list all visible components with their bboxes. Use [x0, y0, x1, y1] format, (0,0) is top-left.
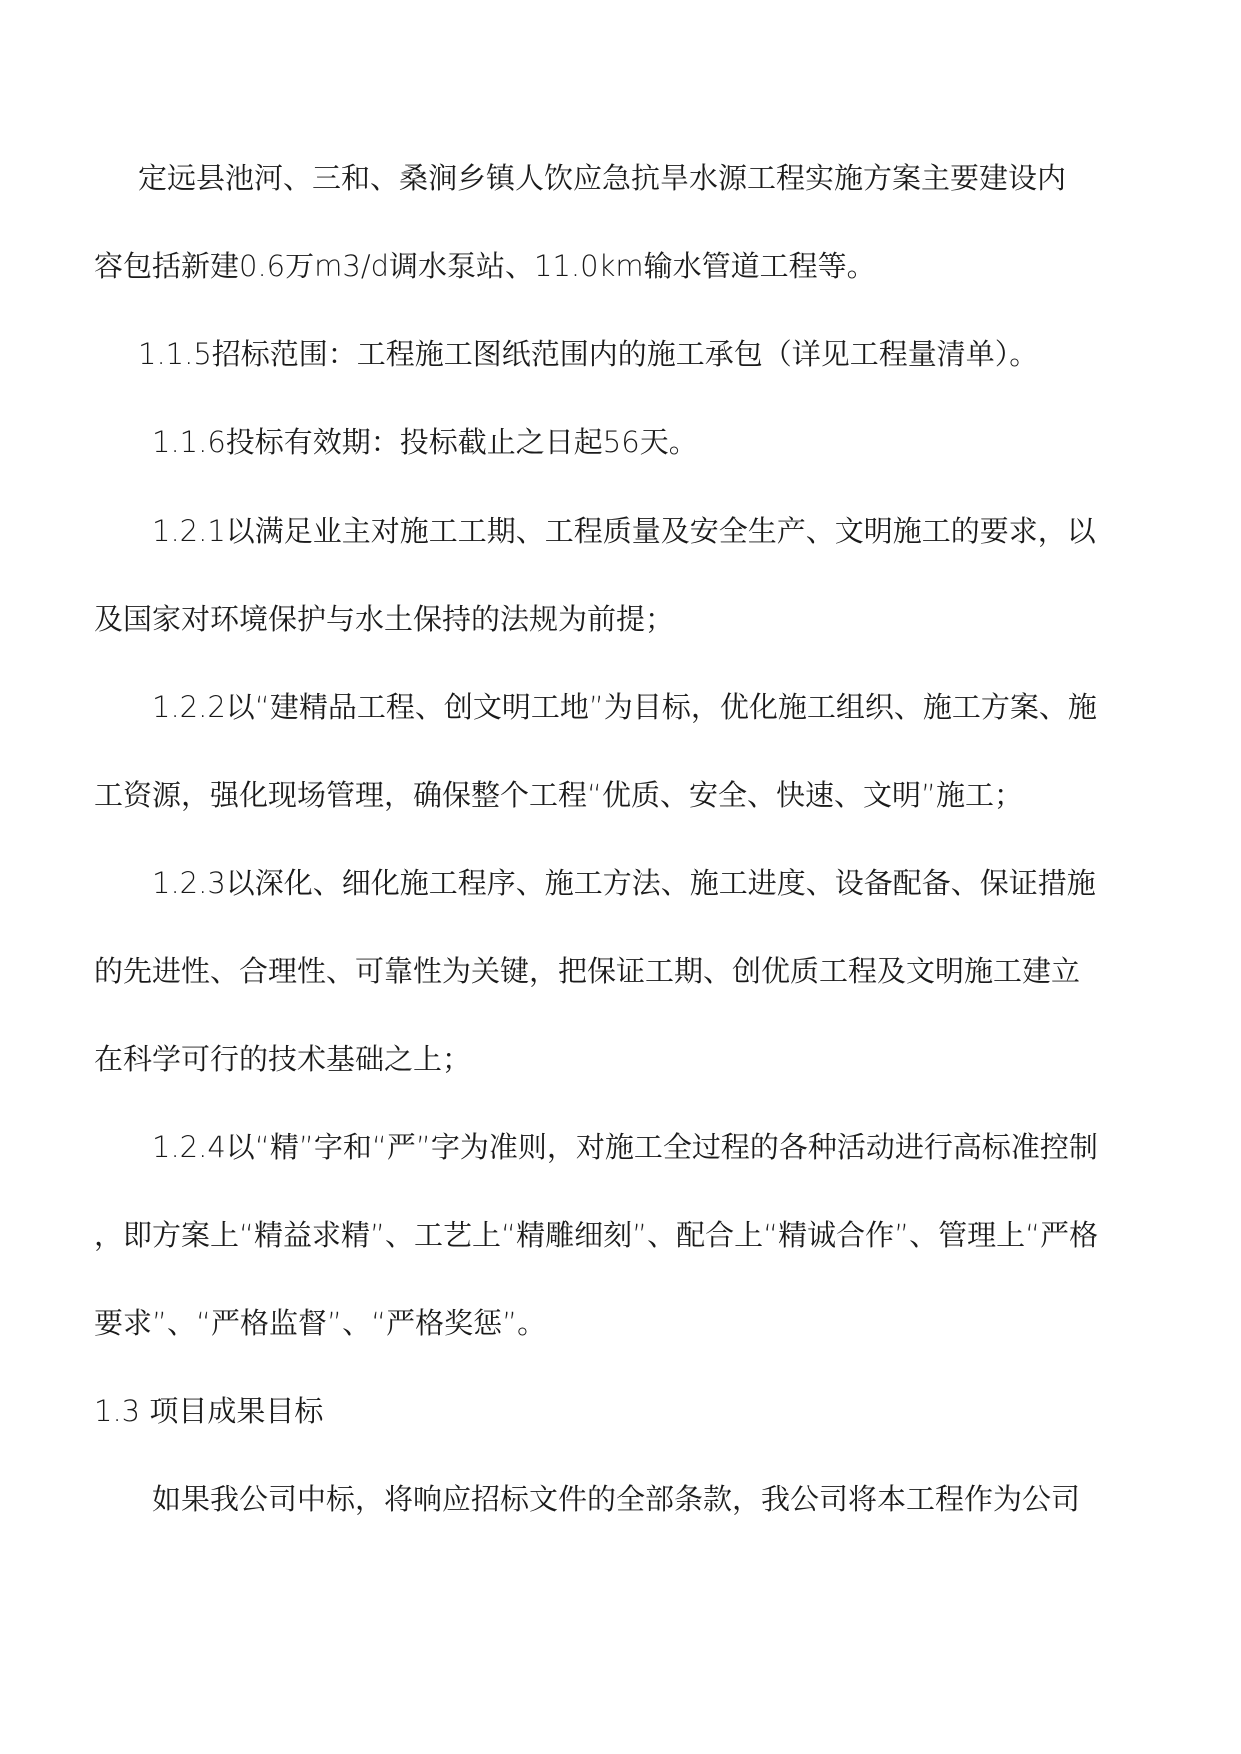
- paragraph-line: 如果我公司中标，将响应招标文件的全部条款，我公司将本工程作为公司: [152, 1482, 1081, 1516]
- paragraph-line: ，即方案上“精益求精”、工艺上“精雕细刻”、配合上“精诚合作”、管理上“严格: [94, 1218, 1099, 1252]
- paragraph-line: 1.2.3以深化、细化施工程序、施工方法、施工进度、设备配备、保证措施: [152, 866, 1096, 900]
- paragraph-line: 1.1.6投标有效期：投标截止之日起56天。: [152, 425, 698, 459]
- paragraph-line: 在科学可行的技术基础之上；: [94, 1042, 472, 1076]
- paragraph-line: 1.2.1以满足业主对施工工期、工程质量及安全生产、文明施工的要求，以: [152, 514, 1096, 548]
- paragraph-line: 工资源，强化现场管理，确保整个工程“优质、安全、快速、文明”施工；: [94, 778, 1024, 812]
- paragraph-line: 要求”、“严格监督”、“严格奖惩”。: [94, 1306, 547, 1340]
- paragraph-line: 1.2.2以“建精品工程、创文明工地”为目标，优化施工组织、施工方案、施: [152, 690, 1097, 724]
- section-heading: 1.3 项目成果目标: [94, 1394, 324, 1428]
- paragraph-line: 及国家对环境保护与水土保持的法规为前提；: [94, 602, 675, 636]
- paragraph-line: 1.1.5招标范围：工程施工图纸范围内的施工承包（详见工程量清单）。: [138, 337, 1039, 371]
- paragraph-line: 的先进性、合理性、可靠性为关键，把保证工期、创优质工程及文明施工建立: [94, 954, 1081, 988]
- paragraph-line: 1.2.4以“精”字和“严”字为准则，对施工全过程的各种活动进行高标准控制: [152, 1130, 1098, 1164]
- paragraph-line: 定远县池河、三和、桑涧乡镇人饮应急抗旱水源工程实施方案主要建设内: [138, 161, 1067, 195]
- paragraph-line: 容包括新建0.6万m3/d调水泵站、11.0km输水管道工程等。: [94, 249, 876, 283]
